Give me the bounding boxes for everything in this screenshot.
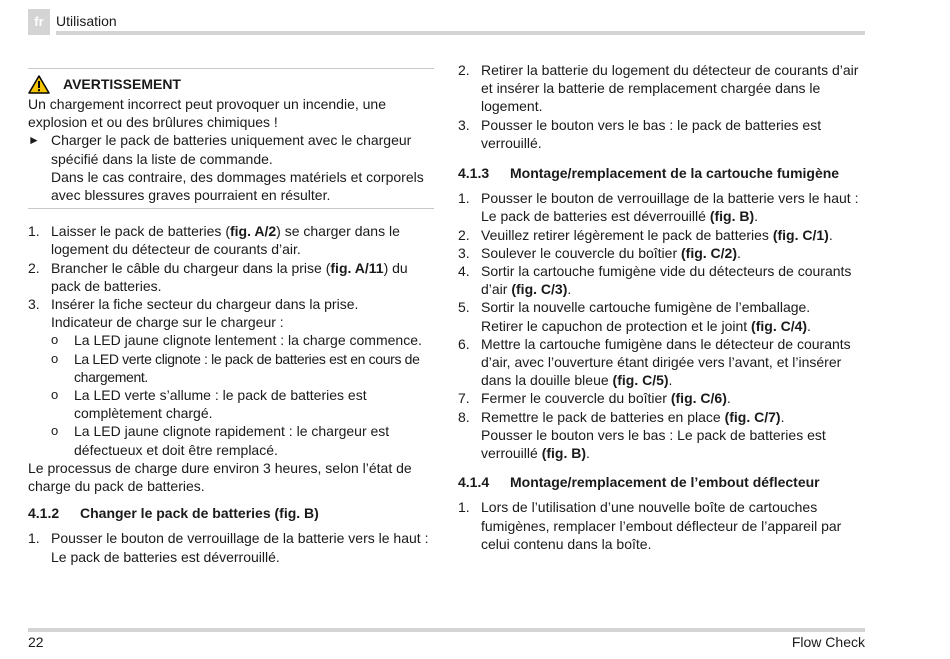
indicator-list [51, 331, 434, 458]
footer-rule [28, 628, 865, 632]
list-item: 1. Pousser le bouton de verrouillage de la batterie vers le haut : Le pack de batteries est déverrouillé. [28, 530, 429, 565]
list-item: 7. Fermer le couvercle du boîtier (fig. C/6). [458, 390, 731, 407]
warning-action-text: Charger le pack de batteries uniquement avec le chargeur spécifié dans la liste de commande. [51, 132, 412, 167]
language-badge: fr [28, 9, 50, 35]
list-item: 3. Insérer la fiche secteur du chargeur dans la prise. Indicateur de charge sur le chargeur : o La LED jaune clignote lentement : la charge commence. o La LED verte clignote : le pack de batteries est en cours de chargement. o La LED verte s’allume : le pack de batteries est complètement chargé. o La LED jaune clignote rapidement : le chargeur est défectueux et doit être remplacé. [28, 295, 434, 459]
list-item: o La LED verte s’allume : le pack de batteries est complètement chargé. [51, 387, 367, 422]
arrow-right-icon: ► [28, 133, 40, 148]
header-title: Utilisation [56, 13, 117, 29]
battery-change-steps-cont [458, 61, 868, 152]
list-item: 6. Mettre la cartouche fumigène dans le détecteur de courants d’air, avec l’ouverture étant dirigée vers l’avant, et l’insérer dans la douille bleue (fig. C/5). [458, 335, 851, 389]
charging-steps [28, 222, 434, 459]
list-item: 3. Soulever le couvercle du boîtier (fig. C/2). [458, 244, 741, 261]
warning-title: AVERTISSEMENT [63, 76, 181, 93]
warning-box [28, 68, 434, 209]
indicator-intro: Indicateur de charge sur le chargeur : [51, 314, 284, 331]
right-column [458, 61, 868, 553]
warning-triangle-icon [28, 75, 50, 94]
battery-change-steps [28, 529, 434, 565]
list-item: 5. Sortir la nouvelle cartouche fumigène de l’emballage. Retirer le capuchon de protection et le joint (fig. C/4). [458, 299, 811, 334]
section-heading: 4.1.4 Montage/remplacement de l’embout déflecteur [458, 474, 820, 491]
list-item: 1. Laisser le pack de batteries (fig. A/2) se charger dans le logement du détecteur de courants d’air. [28, 223, 400, 258]
warning-action [28, 131, 434, 204]
list-item: 2. Brancher le câble du chargeur dans la prise (fig. A/11) du pack de batteries. [28, 259, 408, 294]
charging-duration: Le processus de charge dure environ 3 heures, selon l’état de charge du pack de batteries. [28, 459, 412, 495]
deflector-steps [458, 498, 868, 553]
section-heading: 4.1.3 Montage/remplacement de la cartouche fumigène [458, 165, 840, 182]
warning-consequence: Dans le cas contraire, des dommages matériels et corporels avec blessures graves pourraient en résulter. [51, 168, 424, 204]
list-item: o La LED verte clignote : le pack de batteries est en cours de chargement. [51, 350, 420, 385]
left-column [28, 60, 434, 566]
cartridge-steps [458, 189, 868, 462]
list-item: 3. Pousser le bouton vers le bas : le pack de batteries est verrouillé. [458, 116, 822, 151]
list-item: o La LED jaune clignote lentement : la charge commence. [51, 332, 422, 349]
list-item: 2. Veuillez retirer légèrement le pack de batteries (fig. C/1). [458, 226, 833, 243]
warning-title-row [28, 75, 434, 94]
list-item: 2. Retirer la batterie du logement du détecteur de courants d’air et insérer la batterie de remplacement chargée dans le logement. [458, 62, 859, 115]
product-name: Flow Check [791, 634, 865, 650]
list-item: o La LED jaune clignote rapidement : le chargeur est défectueux et doit être remplacé. [51, 423, 390, 458]
warning-text: Un chargement incorrect peut provoquer un incendie, une explosion et ou des brûlures chimiques ! [28, 96, 386, 131]
page-header [28, 9, 865, 35]
list-item: 4. Sortir la cartouche fumigène vide du détecteurs de courants d’air (fig. C/3). [458, 263, 852, 298]
page-number: 22 [28, 634, 44, 650]
section-heading: 4.1.2 Changer le pack de batteries (fig. B) [28, 505, 319, 522]
list-item: 1. Pousser le bouton de verrouillage de la batterie vers le haut : Le pack de batteries est déverrouillé (fig. B). [458, 190, 859, 225]
list-item: 8. Remettre le pack de batteries en place (fig. C/7). Pousser le bouton vers le bas : Le pack de batteries est verrouillé (fig. B). [458, 408, 826, 462]
header-rule [56, 31, 865, 35]
list-item: 1. Lors de l’utilisation d’une nouvelle boîte de cartouches fumigènes, remplacer l’embout déflecteur de l’appareil par celui contenu dans la boîte. [458, 499, 842, 552]
